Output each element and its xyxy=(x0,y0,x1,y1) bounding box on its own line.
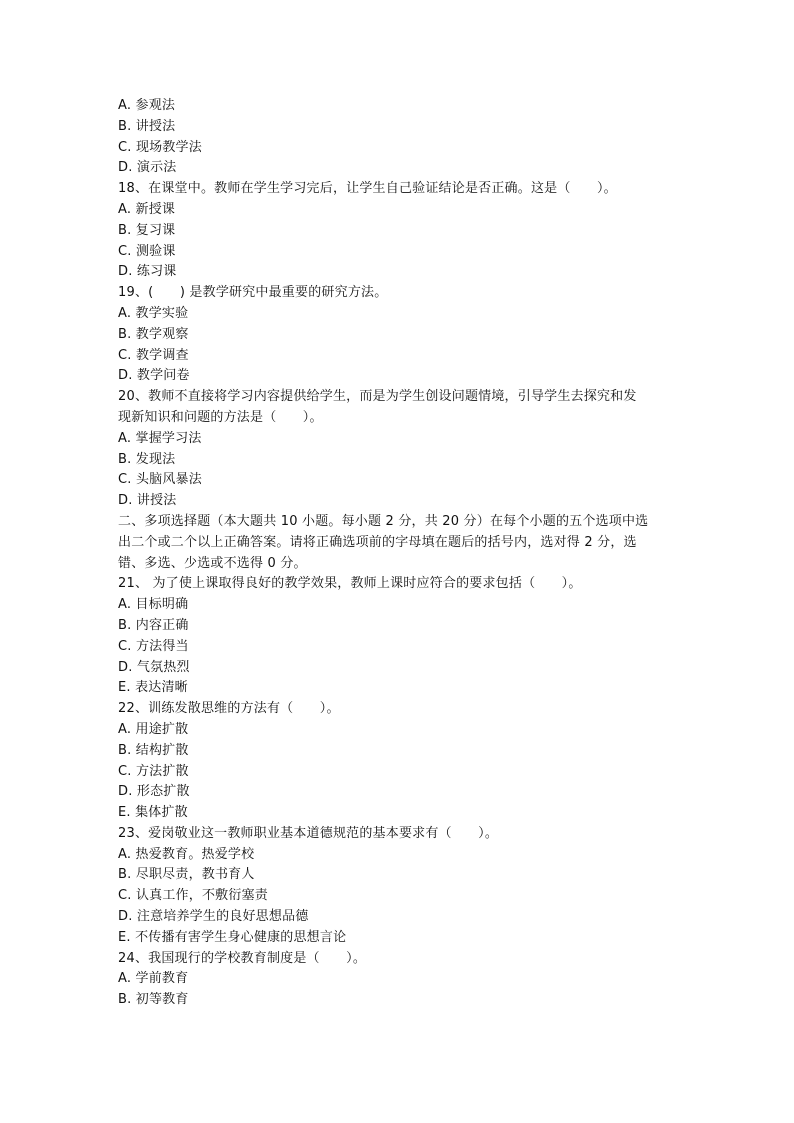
option-line: D. 讲授法 xyxy=(118,493,177,509)
question-line: 22、训练发散思维的方法有（ ）。 xyxy=(118,701,340,717)
option-line: E. 不传播有害学生身心健康的思想言论 xyxy=(118,929,347,945)
option-line: B. 复习课 xyxy=(118,222,176,238)
option-line: B. 内容正确 xyxy=(118,617,189,633)
option-line: C. 测验课 xyxy=(118,243,176,259)
option-line: D. 教学问卷 xyxy=(118,368,190,384)
option-line: A. 热爱教育。热爱学校 xyxy=(118,846,255,862)
question-line: 20、教师不直接将学习内容提供给学生，而是为学生创设问题情境，引导学生去探究和发 xyxy=(118,389,637,405)
option-line: D. 演示法 xyxy=(118,160,177,176)
option-line: B. 结构扩散 xyxy=(118,742,189,758)
question-line: 21、 为了使上课取得良好的教学效果，教师上课时应符合的要求包括（ ）。 xyxy=(118,576,582,592)
option-line: A. 参观法 xyxy=(118,98,176,113)
option-line: A. 教学实验 xyxy=(118,305,189,321)
option-line: C. 方法扩散 xyxy=(118,763,189,779)
section-heading: 二、多项选择题（本大题共 10 小题。每小题 2 分，共 20 分）在每个小题的五个选项中选 xyxy=(118,513,649,529)
option-line: D. 气氛热烈 xyxy=(118,659,190,675)
option-line: C. 头脑风暴法 xyxy=(118,472,202,488)
option-line: B. 尽职尽责，教书育人 xyxy=(118,867,255,883)
question-line-continued: 现新知识和问题的方法是（ ）。 xyxy=(118,409,323,425)
option-line: C. 现场教学法 xyxy=(118,139,202,155)
option-line: A. 掌握学习法 xyxy=(118,430,202,446)
option-line: C. 教学调查 xyxy=(118,347,189,363)
option-line: B. 讲授法 xyxy=(118,118,176,134)
option-line: D. 练习课 xyxy=(118,264,177,280)
option-line: C. 认真工作，不敷衍塞责 xyxy=(118,888,268,904)
option-line: B. 发现法 xyxy=(118,451,176,467)
question-line: 18、在课堂中。教师在学生学习完后，让学生自己验证结论是否正确。这是（ ）。 xyxy=(118,181,617,197)
question-line: 23、爱岗敬业这一教师职业基本道德规范的基本要求有（ ）。 xyxy=(118,825,499,841)
option-line: A. 学前教育 xyxy=(118,971,189,987)
option-line: B. 教学观察 xyxy=(118,326,189,342)
question-line: 19、( ) 是教学研究中最重要的研究方法。 xyxy=(118,285,388,301)
option-line: D. 形态扩散 xyxy=(118,784,190,800)
option-line: A. 新授课 xyxy=(118,201,176,217)
option-line: E. 集体扩散 xyxy=(118,805,188,821)
option-line: B. 初等教育 xyxy=(118,992,189,1008)
question-line: 24、我国现行的学校教育制度是（ ）。 xyxy=(118,950,367,966)
section-heading-continued: 出二个或二个以上正确答案。请将正确选项前的字母填在题后的括号内，选对得 2 分，选 xyxy=(118,534,637,550)
option-line: E. 表达清晰 xyxy=(118,680,188,696)
option-line: A. 用途扩散 xyxy=(118,721,189,737)
section-heading-continued: 错、多选、少选或不选得 0 分。 xyxy=(118,555,307,571)
option-line: C. 方法得当 xyxy=(118,638,189,654)
document-body xyxy=(118,96,674,1011)
option-line: A. 目标明确 xyxy=(118,597,189,613)
option-line: D. 注意培养学生的良好思想品德 xyxy=(118,909,309,925)
